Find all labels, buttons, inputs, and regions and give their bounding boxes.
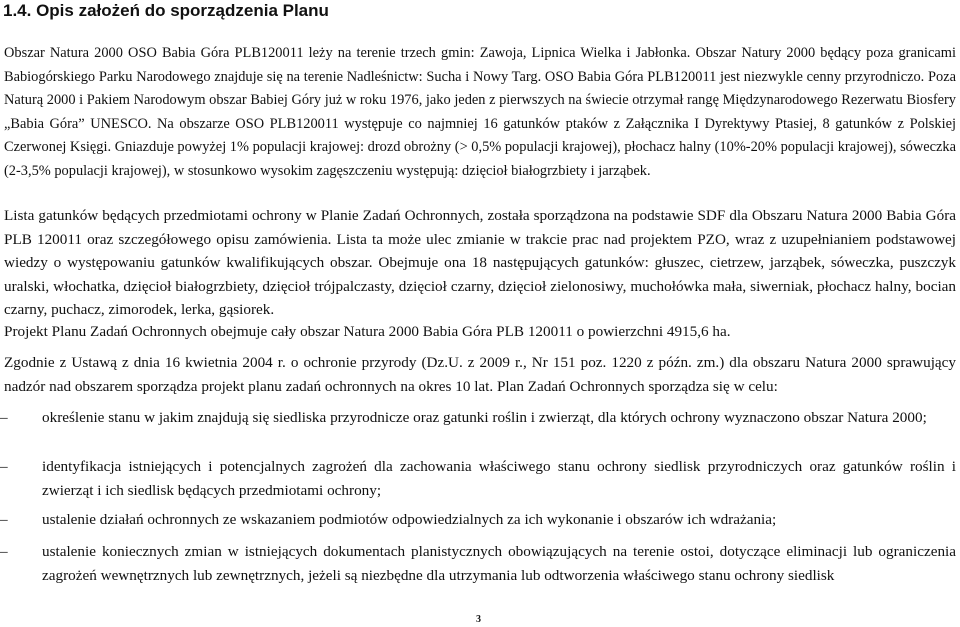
paragraph-plan-scope: Projekt Planu Zadań Ochronnych obejmuje cały obszar Natura 2000 Babia Góra PLB 120011 o powierzchni 4915,6 ha. bbox=[4, 323, 731, 340]
bullet-text: ustalenie działań ochronnych ze wskazaniem podmiotów odpowiedzialnych za ich wykonanie i obszarów ich wdrażania; bbox=[42, 511, 777, 528]
bullet-text: ustalenie koniecznych zmian w istniejących dokumentach planistycznych obowiązujących na terenie ostoi, dotyczące eliminacji lub ograniczenia zagrożeń wewnętrznych lub zewnętrznych, jeżeli są niezbędne dla utrzymania lub odtworzenia właściwego stanu ochrony siedlisk bbox=[42, 543, 956, 584]
bullet-dash: – bbox=[0, 458, 8, 475]
bullet-dash: – bbox=[0, 543, 8, 560]
paragraph-legal-basis: Zgodnie z Ustawą z dnia 16 kwietnia 2004 r. o ochronie przyrody (Dz.U. z 2009 r., Nr 151 poz. 1220 z późn. zm.) dla obszaru Natura 2000 sprawujący nadzór nad obszarem sporządza projekt planu zadań ochronnych na okres 10 lat. Plan Zadań Ochronnych sporządza się w celu: bbox=[4, 354, 956, 395]
paragraph-site-description: Obszar Natura 2000 OSO Babia Góra PLB120011 leży na terenie trzech gmin: Zawoja, Lipnica Wielka i Jabłonka. Obszar Natury 2000 będący poza granicami Babiogórskiego Parku Narodowego znajduje się na terenie Nadleśnictw: Sucha i Nowy Targ. OSO Babia Góra PLB120011 jest niezwykle cenny przyrodniczo. Poza Naturą 2000 i Pakiem Narodowym obszar Babiej Góry już w roku 1976, jako jeden z pierwszych na świecie otrzymał rangę Międzynarodowego Rezerwatu Biosfery „Babia Góra” UNESCO. Na obszarze OSO PLB120011 występuje co najmniej 16 gatunków ptaków z Załącznika I Dyrektywy Ptasiej, 8 gatunków z Polskiej Czerwonej Księgi. Gniazduje powyżej 1% populacji krajowej: drozd obrożny (> 0,5% populacji krajowej), płochacz halny (10%-20% populacji krajowej), sóweczka (2-3,5% populacji krajowej), w stosunkowo wysokim zagęszczeniu występują: dzięcioł białogrzbiety i jarząbek. bbox=[4, 45, 956, 179]
bullet-text: identyfikacja istniejących i potencjalnych zagrożeń dla zachowania właściwego stanu ochrony siedlisk przyrodniczych oraz gatunków roślin i zwierząt i ich siedlisk będących przedmiotami ochrony; bbox=[42, 458, 956, 499]
page-number: 3 bbox=[476, 614, 481, 625]
bullet-text: określenie stanu w jakim znajdują się siedliska przyrodnicze oraz gatunki roślin i zwierząt, dla których ochrony wyznaczono obszar Natura 2000; bbox=[42, 409, 927, 426]
bullet-dash: – bbox=[0, 409, 8, 426]
paragraph-species-list: Lista gatunków będących przedmiotami ochrony w Planie Zadań Ochronnych, została sporządzona na podstawie SDF dla Obszaru Natura 2000 Babia Góra PLB 120011 oraz szczegółowego opisu zamówienia. Lista ta może ulec zmianie w trakcie prac nad projektem PZO, wraz z uzupełnianiem podstawowej wiedzy o występowaniu gatunków kwalifikujących obszar. Obejmuje ona 18 następujących gatunków: głuszec, cietrzew, jarząbek, sóweczka, puszczyk uralski, włochatka, dzięcioł białogrzbiety, dzięcioł trójpalczasty, dzięcioł czarny, dzięcioł zielonosiwy, muchołówka mała, siwerniak, płochacz halny, bocian czarny, puchacz, zimorodek, lerka, gąsiorek. bbox=[4, 207, 956, 318]
bullet-dash: – bbox=[0, 511, 8, 528]
section-heading: 1.4. Opis założeń do sporządzenia Planu bbox=[3, 1, 329, 20]
